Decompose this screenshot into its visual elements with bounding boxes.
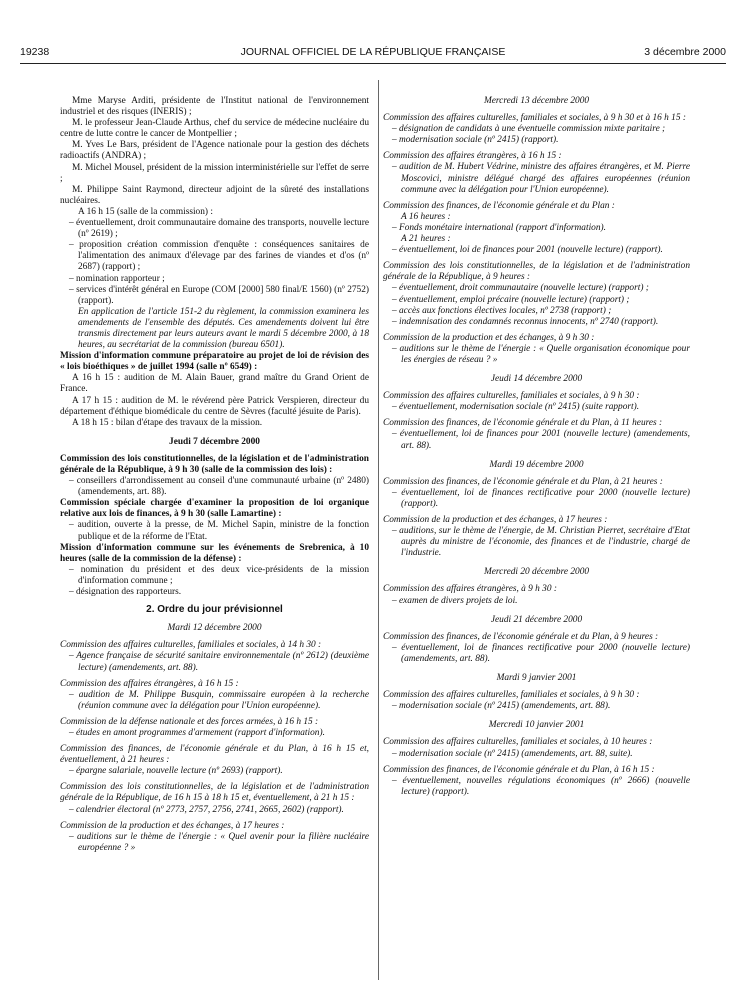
agenda-item: – études en amont programmes d'armement (rapport d'information).: [69, 727, 325, 738]
commission-heading: Commission de la production et des échanges, à 17 heures :: [383, 515, 608, 525]
commission-heading: Commission des finances, de l'économie générale et du Plan, à 11 heures :: [383, 418, 663, 429]
day-heading: Mardi 12 décembre 2000: [167, 623, 262, 634]
agenda-item: – nomination rapporteur ;: [69, 273, 165, 284]
commission-heading: Commission des lois constitutionnelles, de la législation et de l'administration générale de la République, de 16 h 15 à 18 h 15 et, éventuellement, à 21 h 15 :: [60, 782, 369, 804]
agenda-item: – audition de M. Philippe Busquin, commissaire européen à la recherche (réunion commune avec la délégation pour l'Union européenne).: [69, 689, 369, 711]
agenda-item: – audition de M. Hubert Védrine, ministre des affaires étrangères, et M. Pierre Moscovici, ministre délégué chargé des affaires européennes (réunion commune avec la délégation pour l'Union européenne).: [392, 162, 690, 195]
day-heading: Jeudi 7 décembre 2000: [169, 436, 260, 447]
commission-heading: Commission des affaires culturelles, familiales et sociales, à 9 h 30 :: [383, 690, 640, 701]
agenda-item: – auditions sur le thème de l'énergie : « Quelle organisation économique pour les énergies de réseau ? »: [392, 343, 690, 365]
agenda-item: – indemnisation des condamnés reconnus innocents, nº 2740 (rapport).: [392, 316, 659, 327]
member-entry: M. le professeur Jean-Claude Arthus, chef du service de médecine nucléaire du centre de lutte contre le cancer de Montpellier ;: [60, 118, 369, 140]
commission-heading: Commission des lois constitutionnelles, de la législation et de l'administration générale de la République, à 9 heures :: [383, 261, 690, 283]
session-time: A 21 heures :: [401, 234, 451, 245]
agenda-item: – Agence française de sécurité sanitaire environnementale (nº 2612) (deuxième lecture) (amendements, art. 88).: [69, 651, 369, 673]
commission-heading: Commission des finances, de l'économie générale et du Plan :: [383, 200, 615, 211]
day-heading: Mercredi 13 décembre 2000: [483, 96, 590, 106]
commission-heading: Commission de la défense nationale et des forces armées, à 16 h 15 :: [60, 716, 319, 727]
member-entry: M. Yves Le Bars, président de l'Agence nationale pour la gestion des déchets radioactifs (ANDRA) ;: [60, 140, 369, 162]
journal-title: JOURNAL OFFICIEL DE LA RÉPUBLIQUE FRANÇAISE: [240, 46, 506, 58]
agenda-item: – conseillers d'arrondissement au conseil d'une communauté urbaine (nº 2480) (amendements, art. 88).: [69, 476, 369, 498]
commission-heading: Commission spéciale chargée d'examiner la proposition de loi organique relative aux lois de finances, à 9 h 30 (salle Lamartine) :: [60, 498, 369, 520]
column-divider: [378, 80, 379, 980]
commission-heading: Commission de la production et des échanges, à 17 heures :: [60, 820, 285, 831]
agenda-item: – auditions sur le thème de l'énergie : « Quel avenir pour la filière nucléaire européenne ? »: [69, 831, 369, 853]
day-heading: Mardi 19 décembre 2000: [489, 459, 584, 470]
day-heading: Mercredi 20 décembre 2000: [483, 567, 590, 578]
agenda-item: – éventuellement, nouvelles régulations économiques (nº 2666) (nouvelle lecture) (rapport).: [392, 775, 690, 797]
agenda-item: – éventuellement, loi de finances rectificative pour 2000 (nouvelle lecture) (rapport).: [392, 487, 690, 509]
agenda-item: – épargne salariale, nouvelle lecture (nº 2693) (rapport).: [69, 766, 283, 777]
agenda-item: – modernisation sociale (nº 2415) (rapport).: [392, 135, 559, 146]
agenda-item: – désignation des rapporteurs.: [69, 587, 182, 598]
agenda-item: – modernisation sociale (nº 2415) (amendements, art. 88, suite).: [392, 748, 633, 759]
agenda-item: – éventuellement, loi de finances pour 2001 (nouvelle lecture) (rapport).: [392, 245, 663, 256]
mission-entry: A 16 h 15 : audition de M. Alain Bauer, grand maître du Grand Orient de France.: [60, 373, 369, 395]
day-heading: Jeudi 14 décembre 2000: [490, 374, 583, 385]
left-column: [60, 96, 369, 854]
page-header: [20, 46, 726, 60]
commission-heading: Commission des finances, de l'économie générale et du Plan, à 9 heures :: [383, 631, 659, 642]
member-entry: M. Michel Mousel, président de la mission interministérielle sur l'effet de serre ;: [60, 162, 369, 184]
agenda-item: – examen de divers projets de loi.: [392, 595, 518, 606]
commission-heading: Commission des affaires étrangères, à 16 h 15 :: [383, 151, 562, 162]
commission-heading: Commission des finances, de l'économie générale et du Plan, à 21 heures :: [383, 476, 663, 487]
application-note: En application de l'article 151-2 du règlement, la commission examinera les amendements de l'ensemble des députés. Ces amendements doivent lui être transmis directement par leurs auteurs avant le mardi 5 décembre 2000, à 18 heures, au secrétariat de la commission (bureau 6501).: [78, 306, 369, 351]
commission-heading: Commission des affaires culturelles, familiales et sociales, à 9 h 30 :: [383, 391, 640, 402]
right-column: [383, 96, 690, 798]
mission-entry: A 17 h 15 : audition de M. le révérend père Patrick Verspieren, directeur du département d'éthique biomédicale du centre de Sèvres (faculté jésuite de Paris).: [60, 395, 369, 417]
page-number: 19238: [20, 46, 50, 58]
agenda-item: – modernisation sociale (nº 2415) (amendements, art. 88).: [392, 701, 611, 712]
member-entry: M. Philippe Saint Raymond, directeur adjoint de la sûreté des installations nucléaires.: [60, 184, 369, 206]
agenda-item: – Fonds monétaire international (rapport d'information).: [392, 222, 606, 233]
commission-heading: Commission des affaires étrangères, à 9 h 30 :: [383, 584, 557, 595]
mission-entry: A 18 h 15 : bilan d'étape des travaux de la mission.: [72, 417, 263, 428]
commission-heading: Commission des lois constitutionnelles, de la législation et de l'administration générale de la République, à 9 h 30 (salle de la commission des lois) :: [60, 453, 369, 475]
agenda-item: – audition, ouverte à la presse, de M. Michel Sapin, ministre de la fonction publique et de la réforme de l'Etat.: [69, 520, 369, 542]
session-time: A 16 heures :: [401, 211, 451, 222]
agenda-item: – éventuellement, emploi précaire (nouvelle lecture) (rapport) ;: [392, 294, 630, 305]
agenda-item: – éventuellement, loi de finances pour 2001 (nouvelle lecture) (amendements, art. 88).: [392, 429, 690, 451]
commission-heading: Mission d'information commune sur les événements de Srebrenica, à 10 heures (salle de la commission de la défense) :: [60, 542, 369, 564]
agenda-item: – éventuellement, modernisation sociale (nº 2415) (suite rapport).: [392, 402, 640, 413]
agenda-item: – accès aux fonctions électives locales, nº 2738 (rapport) ;: [392, 305, 612, 316]
agenda-item: – calendrier électoral (nº 2773, 2757, 2756, 2741, 2665, 2602) (rapport).: [69, 804, 344, 815]
day-heading: Mercredi 10 janvier 2001: [488, 720, 585, 731]
commission-heading: Commission des finances, de l'économie générale et du Plan, à 16 h 15 :: [383, 764, 655, 775]
commission-heading: Commission des affaires culturelles, familiales et sociales, à 10 heures :: [383, 737, 653, 748]
session-time: A 16 h 15 (salle de la commission) :: [78, 206, 213, 217]
day-heading: Jeudi 21 décembre 2000: [490, 614, 583, 625]
member-entry: Mme Maryse Arditi, présidente de l'Institut national de l'environnement industriel et des risques (INERIS) ;: [60, 96, 369, 118]
agenda-item: – nomination du président et des deux vice-présidents de la mission d'information commune ;: [69, 564, 369, 586]
section-heading: 2. Ordre du jour prévisionnel: [146, 604, 283, 616]
agenda-item: – éventuellement, droit communautaire domaine des transports, nouvelle lecture (nº 2619) ;: [69, 218, 369, 240]
agenda-item: – services d'intérêt général en Europe (COM [2000] 580 final/E 1560) (nº 2752) (rapport).: [69, 284, 369, 306]
mission-bioethique-title: Mission d'information commune préparatoire au projet de loi de révision des « lois bioéthiques » de juillet 1994 (salle nº 6549) :: [60, 351, 369, 373]
issue-date: 3 décembre 2000: [644, 46, 726, 58]
agenda-item: – auditions, sur le thème de l'énergie, de M. Christian Pierret, secrétaire d'Etat auprès du ministre de l'économie, des finances et de l'industrie, chargé de l'industrie.: [392, 526, 690, 559]
commission-heading: Commission de la production et des échanges, à 9 h 30 :: [383, 332, 595, 343]
agenda-item: – éventuellement, droit communautaire (nouvelle lecture) (rapport) ;: [392, 283, 649, 294]
agenda-item: – désignation de candidats à une éventuelle commission mixte paritaire ;: [392, 124, 666, 135]
commission-heading: Commission des affaires culturelles, familiales et sociales, à 14 h 30 :: [60, 640, 322, 651]
header-rule: [20, 63, 726, 64]
commission-heading: Commission des finances, de l'économie générale et du Plan, à 16 h 15 et, éventuellement, à 21 heures :: [60, 744, 369, 766]
agenda-item: – éventuellement, loi de finances rectificative pour 2000 (nouvelle lecture) (amendements, art. 88).: [392, 642, 690, 664]
commission-heading: Commission des affaires culturelles, familiales et sociales, à 9 h 30 et à 16 h 15 :: [383, 113, 686, 124]
agenda-item: – proposition création commission d'enquête : conséquences sanitaires de l'alimentation des animaux d'élevage par des farines de viandes et d'os (nº 2687) (rapport) ;: [69, 240, 369, 273]
day-heading: Mardi 9 janvier 2001: [496, 673, 577, 684]
commission-heading: Commission des affaires étrangères, à 16 h 15 :: [60, 678, 239, 689]
